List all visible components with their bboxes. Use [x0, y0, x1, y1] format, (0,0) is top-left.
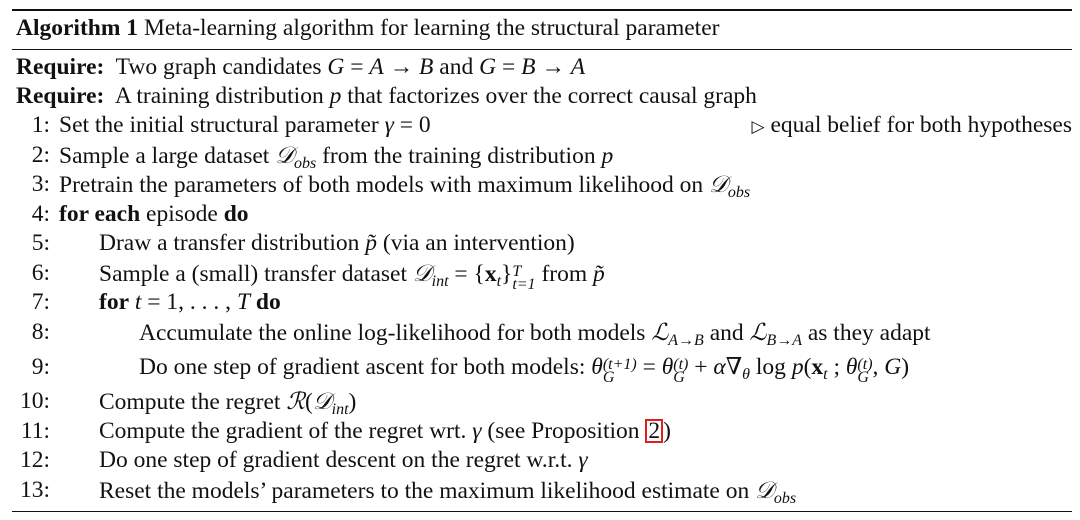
- line-text: Do one step of gradient ascent for both models: θ (t+1) G = θ (t) G + $\alpha\nabla_\theta$ $\log p(x_t$ ; θ (t) G , G): [139, 354, 910, 386]
- line-text: Compute the gradient of the regret wrt. γ (see Proposition 2 ): [99, 417, 671, 444]
- algorithm-box: [12, 9, 1072, 512]
- require-line-1: [12, 53, 1072, 82]
- line-text: Reset the models’ parameters to the maximum likelihood estimate on 𝒟$_{obs}$: [99, 475, 797, 507]
- line-number: 8:: [31, 318, 50, 345]
- algo-line-8: [12, 318, 1072, 348]
- algo-line-1: [12, 111, 1072, 141]
- line-number: 9:: [31, 354, 50, 380]
- require-keyword: Require:: [16, 54, 105, 80]
- algo-line-7: [12, 288, 1072, 318]
- algo-line-11: [12, 417, 1072, 447]
- line-number: 2:: [31, 141, 50, 168]
- line-text: for each episode do: [59, 200, 249, 227]
- line-text: Do one step of gradient descent on the regret w.r.t. γ: [99, 447, 588, 473]
- algo-line-4: [12, 200, 1072, 230]
- line-number: 6:: [31, 259, 50, 286]
- require-text: Two graph candidates G = A → B and G = B → A: [115, 54, 586, 80]
- algo-line-5: [12, 229, 1072, 259]
- line-number: 13:: [19, 476, 50, 503]
- line-number: 4:: [31, 200, 50, 227]
- require-line-2: [12, 82, 1072, 111]
- algo-line-10: [12, 387, 1072, 417]
- algo-line-9: [12, 347, 1072, 387]
- comment-text: equal belief for both hypotheses: [770, 112, 1072, 138]
- line-text: Accumulate the online log-likelihood for both models ℒ$_{A\to B}$ and ℒ$_{B\to A}$ as they adapt: [139, 317, 931, 349]
- proposition-link[interactable]: 2: [645, 419, 663, 443]
- triangle-right-icon: ▷: [751, 117, 765, 136]
- line-number: 7:: [31, 289, 50, 315]
- line-number: 12:: [19, 447, 50, 473]
- line-text: Pretrain the parameters of both models with maximum likelihood on 𝒟$_{obs}$: [59, 170, 751, 201]
- line-text: Sample a large dataset 𝒟$_{obs}$ from the training distribution p: [59, 140, 614, 172]
- line-number: 5:: [31, 230, 50, 256]
- algo-line-6: [12, 258, 1072, 293]
- algo-line-12: [12, 446, 1072, 476]
- line-text: Sample a (small) transfer dataset 𝒟$_{int}$ = $\{x_t\}$ T t=1 from p̃: [99, 258, 605, 293]
- require-keyword: Require:: [16, 83, 105, 109]
- caption-rule: [12, 49, 1072, 50]
- algorithm-label: Algorithm 1: [16, 15, 139, 41]
- require-text: A training distribution p that factorizes over the correct causal graph: [114, 83, 757, 109]
- line-number: 10:: [19, 388, 50, 414]
- algorithm-caption: [12, 11, 1072, 45]
- line-comment: [752, 111, 1072, 142]
- line-number: 1:: [31, 112, 50, 138]
- line-text: Set the initial structural parameter γ = 0: [59, 112, 431, 138]
- line-text: for t = 1, . . . , T do: [99, 289, 281, 315]
- line-text: Compute the regret ℛ(𝒟$_{int}$): [99, 387, 357, 418]
- line-number: 3:: [31, 171, 50, 197]
- line-text: Draw a transfer distribution p̃ (via an intervention): [99, 230, 575, 256]
- algo-line-3: [12, 170, 1072, 200]
- algo-line-13: [12, 476, 1072, 506]
- algo-line-2: [12, 141, 1072, 171]
- algorithm-title: Meta-learning algorithm for learning the structural parameter: [143, 15, 720, 41]
- line-number: 11:: [20, 417, 50, 444]
